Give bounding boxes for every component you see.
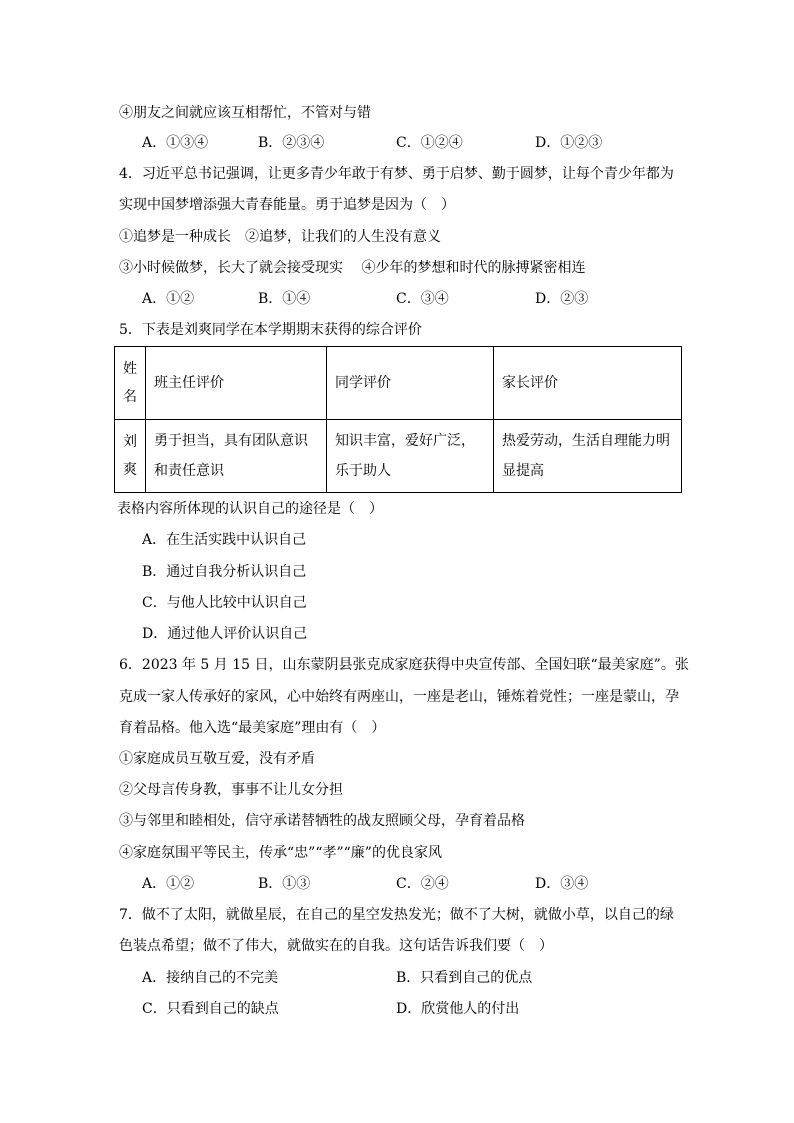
q6-statement-1: ①家庭成员互敬互爱，没有矛盾	[119, 751, 315, 767]
q3-option-c[interactable]: C．①②④	[396, 135, 463, 151]
q5-question: 表格内容所体现的认识自己的途径是（ ）	[117, 501, 383, 517]
q6-stem-line-1: 6．2023 年 5 月 15 日，山东蒙阴县张克成家庭获得中央宣传部、全国妇联“最美家庭”。张	[119, 657, 689, 673]
header-name-cell: 姓名	[115, 347, 146, 420]
q6-option-b[interactable]: B．①③	[258, 876, 311, 892]
q7-option-b[interactable]: B．只看到自己的优点	[396, 970, 533, 986]
q4-stem-line-1: 4．习近平总书记强调，让更多青少年敢于有梦、勇于启梦、勤于圆梦，让每个青少年都为	[119, 166, 674, 182]
evaluation-table	[114, 346, 682, 493]
q5-option-c[interactable]: C．与他人比较中认识自己	[142, 595, 307, 611]
q4-option-a[interactable]: A．①②	[142, 291, 195, 307]
q6-option-d[interactable]: D．③④	[535, 876, 589, 892]
q5-stem: 5．下表是刘爽同学在本学期期末获得的综合评价	[119, 322, 422, 338]
q7-option-a[interactable]: A．接纳自己的不完美	[142, 970, 279, 986]
q4-statements-line-2: ③小时候做梦，长大了就会接受现实 ④少年的梦想和时代的脉搏紧密相连	[119, 260, 586, 276]
q4-option-c[interactable]: C．③④	[396, 291, 449, 307]
q7-stem-line-1: 7．做不了太阳，就做星辰，在自己的星空发热发光；做不了大树，就做小草，以自己的绿	[119, 907, 674, 923]
q3-statement-4: ④朋友之间就应该互相帮忙，不管对与错	[119, 105, 371, 121]
row-classmate-eval: 知识丰富，爱好广泛，乐于助人	[327, 420, 494, 493]
q5-option-d[interactable]: D．通过他人评价认识自己	[142, 626, 308, 642]
q6-statement-2: ②父母言传身教，事事不让儿女分担	[119, 782, 343, 798]
header-classmate-eval: 同学评价	[327, 347, 494, 420]
q6-statement-3: ③与邻里和睦相处，信守承诺替牺牲的战友照顾父母，孕育着品格	[119, 813, 525, 829]
table-row	[115, 420, 682, 493]
q7-option-d[interactable]: D．欣赏他人的付出	[396, 1001, 520, 1017]
q6-statement-4: ④家庭氛围平等民主，传承“忠”“孝”“廉”的优良家风	[119, 845, 442, 861]
q3-option-d[interactable]: D．①②③	[535, 135, 603, 151]
q4-option-b[interactable]: B．①④	[258, 291, 311, 307]
q5-option-b[interactable]: B．通过自我分析认识自己	[142, 564, 307, 580]
table-header-row	[115, 347, 682, 420]
q6-stem-line-2: 克成一家人传承好的家风，心中始终有两座山，一座是老山，锤炼着党性；一座是蒙山，孕	[119, 689, 679, 705]
q6-option-a[interactable]: A．①②	[142, 876, 195, 892]
q4-stem-line-2: 实现中国梦增添强大青春能量。勇于追梦是因为（ ）	[119, 197, 455, 213]
row-teacher-eval: 勇于担当，具有团队意识和责任意识	[146, 420, 327, 493]
header-teacher-eval: 班主任评价	[146, 347, 327, 420]
row-parent-eval: 热爱劳动，生活自理能力明显提高	[494, 420, 682, 493]
header-parent-eval: 家长评价	[494, 347, 682, 420]
q3-option-a[interactable]: A．①③④	[142, 135, 209, 151]
q5-option-a[interactable]: A．在生活实践中认识自己	[142, 532, 307, 548]
q6-stem-line-3: 育着品格。他入选“最美家庭”理由有（ ）	[119, 720, 386, 736]
q3-option-b[interactable]: B．②③④	[258, 135, 325, 151]
q7-option-c[interactable]: C．只看到自己的缺点	[142, 1001, 279, 1017]
q6-option-c[interactable]: C．②④	[396, 876, 449, 892]
q4-option-d[interactable]: D．②③	[535, 291, 589, 307]
row-student-name: 刘爽	[115, 420, 146, 493]
q7-stem-line-2: 色装点希望；做不了伟大，就做实在的自我。这句话告诉我们要（ ）	[119, 938, 553, 954]
q4-statements-line-1: ①追梦是一种成长 ②追梦，让我们的人生没有意义	[119, 229, 441, 245]
